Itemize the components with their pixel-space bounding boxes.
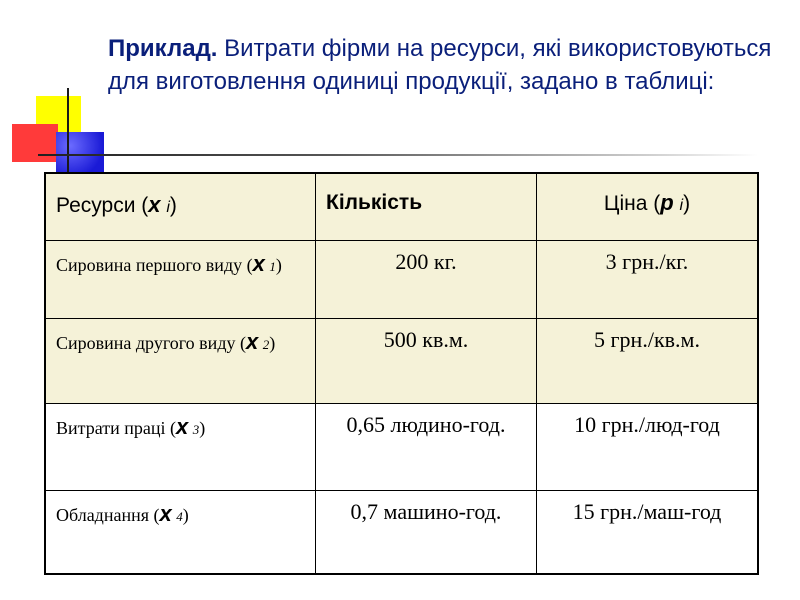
quantity-cell: 0,7 машино-год. (316, 491, 537, 575)
table-row (45, 241, 758, 319)
header-price: Ціна (p i) (537, 173, 759, 241)
title-lead: Приклад. (108, 35, 218, 62)
resource-cell: Обладнання (x 4) (45, 491, 316, 575)
price-cell: 3 грн./кг. (537, 241, 759, 319)
resource-cell: Сировина першого виду (x 1) (45, 241, 316, 319)
resource-cell: Витрати праці (x 3) (45, 404, 316, 491)
decor-vertical-line (67, 88, 69, 174)
table-row (45, 404, 758, 491)
resource-cell: Сировина другого виду (x 2) (45, 319, 316, 404)
price-cell: 10 грн./люд-год (537, 404, 759, 491)
table-row (45, 491, 758, 575)
table-row (45, 319, 758, 404)
price-cell: 15 грн./маш-год (537, 491, 759, 575)
price-cell: 5 грн./кв.м. (537, 319, 759, 404)
resources-table (44, 172, 759, 575)
quantity-cell: 0,65 людино-год. (316, 404, 537, 491)
decor-red-square (12, 124, 58, 162)
title-underline (38, 154, 758, 156)
title-text: Витрати фірми на ресурси, які використовуються для виготовлення одиниці продукції, задано в таблиці: (108, 35, 772, 95)
slide-title (108, 32, 778, 98)
table-header-row (45, 173, 758, 241)
quantity-cell: 200 кг. (316, 241, 537, 319)
quantity-cell: 500 кв.м. (316, 319, 537, 404)
header-quantity: Кількість (316, 173, 537, 241)
header-resources: Ресурси (x i) (45, 173, 316, 241)
